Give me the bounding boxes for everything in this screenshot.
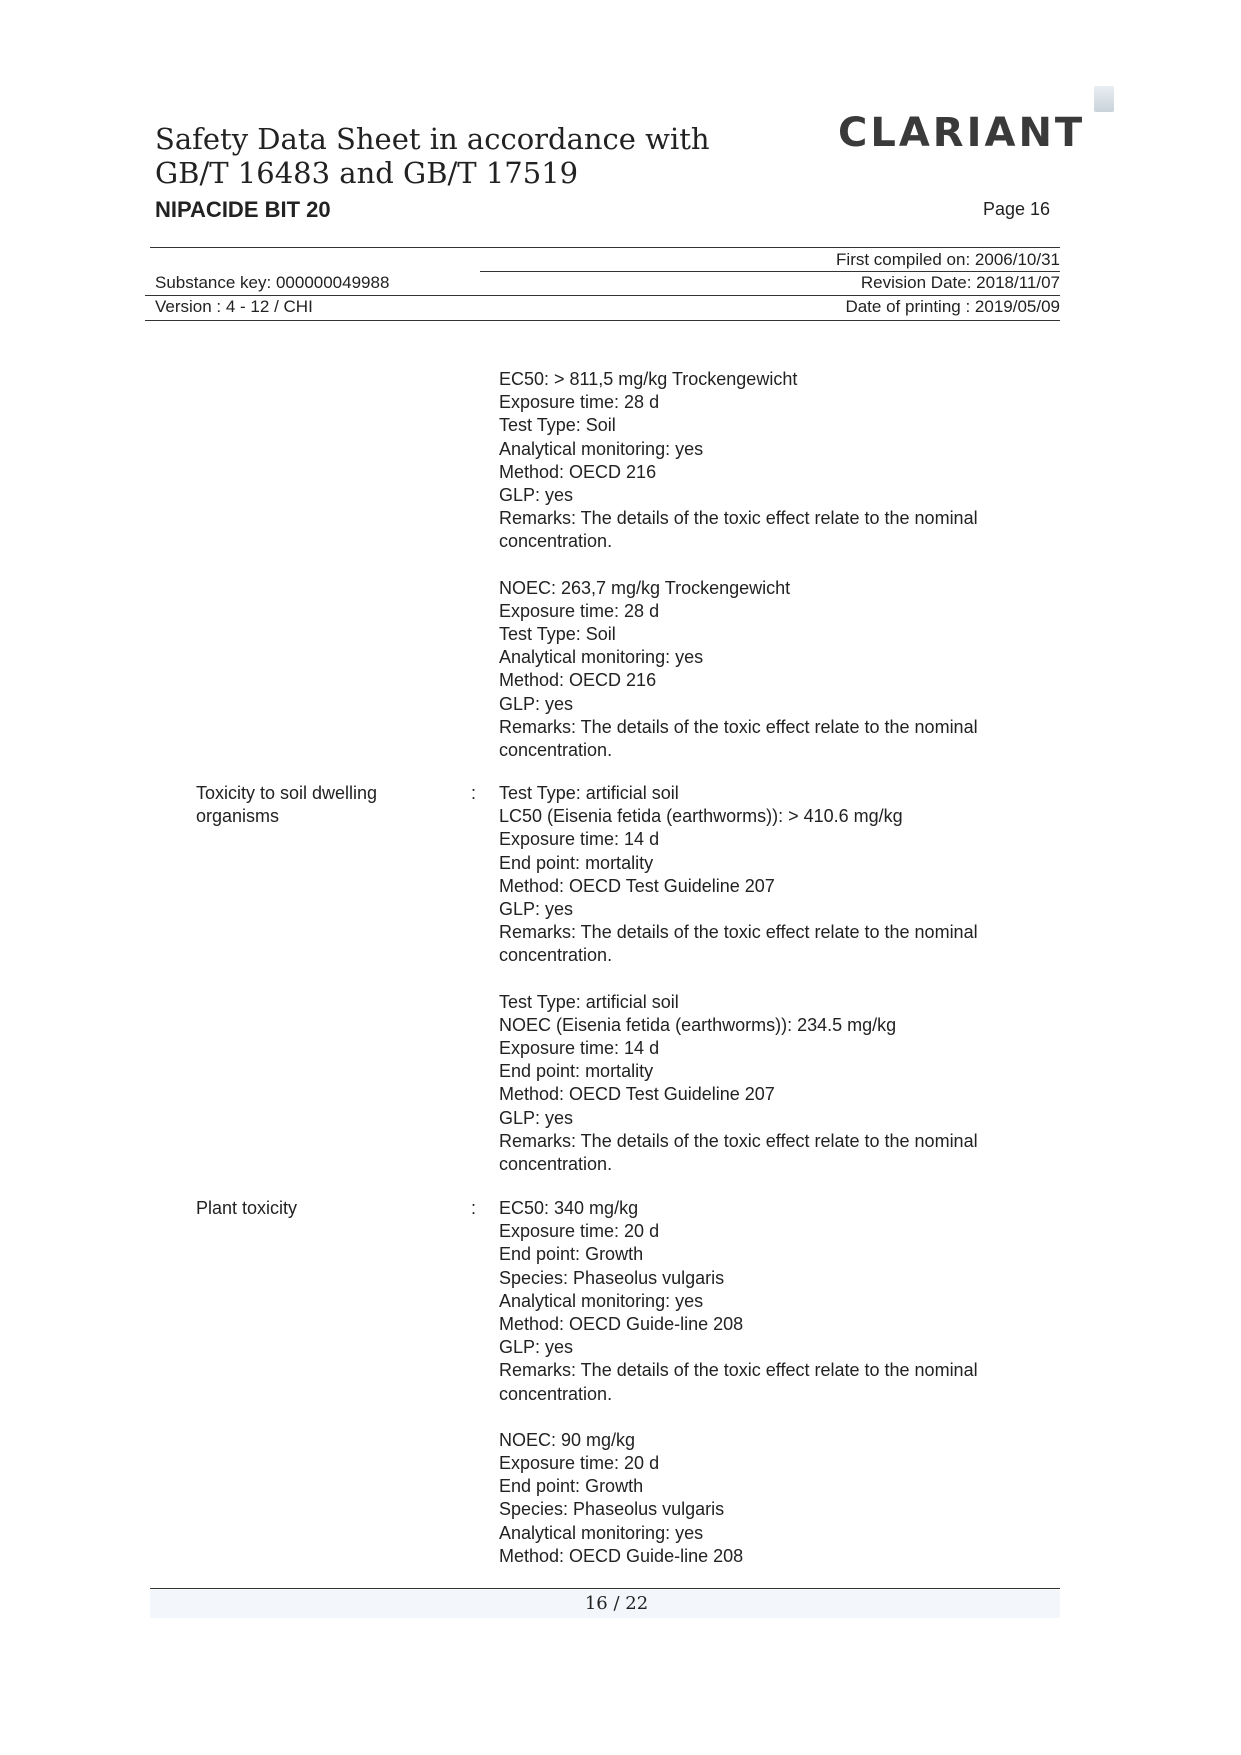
product-name: NIPACIDE BIT 20 (155, 197, 331, 222)
page-indicator: Page 16 (983, 199, 1051, 219)
result-line: Method: OECD 216 (499, 670, 657, 691)
result-block (499, 1429, 1039, 1568)
result-line: Method: OECD Test Guideline 207 (499, 1084, 775, 1105)
result-line: NOEC: 263,7 mg/kg Trockengewicht (499, 577, 791, 598)
result-line: Remarks: The details of the toxic effect relate to the nominal concentration. (499, 1360, 978, 1404)
result-line: Test Type: Soil (499, 624, 616, 645)
result-line: Test Type: artificial soil (499, 783, 679, 803)
result-line: Analytical monitoring: yes (499, 647, 704, 668)
version: Version : 4 - 12 / CHI (155, 297, 313, 316)
result-line: Exposure time: 14 d (499, 1038, 660, 1059)
result-line: Exposure time: 14 d (499, 829, 660, 850)
result-block (499, 1197, 1039, 1406)
result-line: Method: OECD Guide-line 208 (499, 1314, 744, 1335)
section-colon: : (471, 783, 477, 803)
result-line: EC50: > 811,5 mg/kg Trockengewicht (499, 369, 798, 389)
footer-rule (150, 1588, 1060, 1589)
section-label-plant-toxicity: Plant toxicity (196, 1198, 298, 1218)
footer-page-number: 16 / 22 (584, 1593, 649, 1614)
section-soil-continuation (499, 368, 1039, 785)
result-block (499, 577, 1039, 763)
result-line: Analytical monitoring: yes (499, 1290, 704, 1311)
result-line: GLP: yes (499, 1337, 574, 1358)
result-line: End point: mortality (499, 1061, 654, 1082)
result-line: Remarks: The details of the toxic effect relate to the nominal concentration. (499, 716, 978, 761)
result-block (499, 991, 1039, 1177)
result-line: End point: mortality (499, 852, 654, 873)
result-block (499, 782, 1039, 968)
result-block (499, 368, 1039, 554)
result-line: Method: OECD 216 (499, 461, 657, 482)
first-compiled-date: First compiled on: 2006/10/31 (836, 250, 1060, 269)
result-line: Test Type: artificial soil (499, 991, 679, 1012)
result-line: EC50: 340 mg/kg (499, 1198, 639, 1218)
section-plant-toxicity (499, 1197, 1039, 1591)
header-rule-3 (145, 320, 1060, 321)
logo-mark-icon (1094, 86, 1114, 112)
result-line: Exposure time: 20 d (499, 1453, 660, 1474)
result-line: Test Type: Soil (499, 415, 616, 436)
result-line: Species: Phaseolus vulgaris (499, 1267, 725, 1288)
result-line: Remarks: The details of the toxic effect relate to the nominal concentration. (499, 508, 978, 552)
revision-date: Revision Date: 2018/11/07 (860, 273, 1060, 292)
section-label-soil-organisms: Toxicity to soil dwelling organisms (196, 783, 378, 826)
result-line: LC50 (Eisenia fetida (earthworms)): > 410.6 mg/kg (499, 806, 903, 827)
result-line: NOEC (Eisenia fetida (earthworms)): 234.5 mg/kg (499, 1014, 897, 1035)
result-line: End point: Growth (499, 1476, 644, 1497)
result-line: Analytical monitoring: yes (499, 1522, 704, 1543)
result-line: Exposure time: 28 d (499, 600, 660, 621)
printing-date: Date of printing : 2019/05/09 (845, 297, 1060, 316)
substance-key: Substance key: 000000049988 (155, 273, 390, 292)
result-line: Method: OECD Test Guideline 207 (499, 875, 775, 896)
result-line: GLP: yes (499, 693, 574, 714)
document-title-line1: Safety Data Sheet in accordance with (155, 122, 710, 156)
result-line: End point: Growth (499, 1244, 644, 1265)
document-title-line2: GB/T 16483 and GB/T 17519 (155, 156, 579, 190)
result-line: Remarks: The details of the toxic effect relate to the nominal concentration. (499, 1130, 978, 1175)
result-line: Method: OECD Guide-line 208 (499, 1545, 744, 1566)
result-line: NOEC: 90 mg/kg (499, 1429, 636, 1450)
result-line: GLP: yes (499, 1107, 574, 1128)
result-line: Species: Phaseolus vulgaris (499, 1499, 725, 1520)
section-colon: : (471, 1198, 477, 1218)
result-line: GLP: yes (499, 899, 574, 920)
result-line: Analytical monitoring: yes (499, 438, 704, 459)
clariant-logo: CLARIANT (838, 110, 1086, 156)
result-line: Exposure time: 28 d (499, 392, 660, 413)
result-line: GLP: yes (499, 485, 574, 506)
section-soil-organisms (499, 782, 1039, 1199)
header-rule-top (150, 247, 1060, 248)
result-line: Exposure time: 20 d (499, 1221, 660, 1242)
result-line: Remarks: The details of the toxic effect relate to the nominal concentration. (499, 922, 978, 966)
